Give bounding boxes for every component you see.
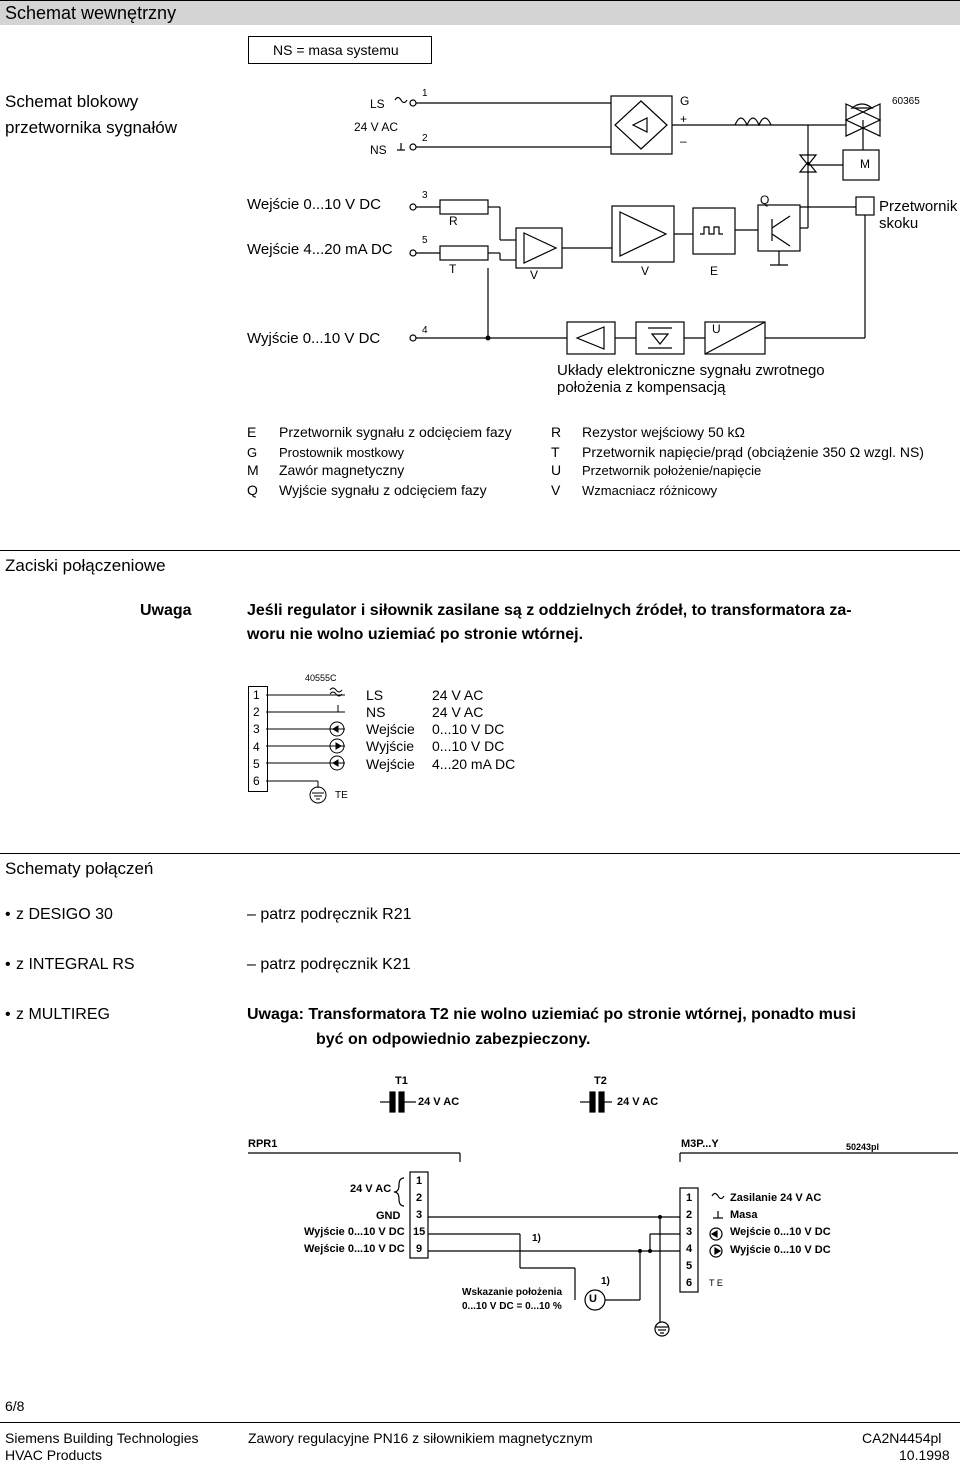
terminal-value: 0...10 V DC bbox=[432, 738, 505, 754]
right-label: Masa bbox=[730, 1209, 758, 1221]
block-title-1: Schemat blokowy bbox=[5, 92, 139, 111]
legend-key: G bbox=[247, 445, 258, 460]
u-meter-label: U bbox=[589, 1293, 597, 1305]
schem-item-label: z DESIGO 30 bbox=[16, 906, 113, 923]
multireg-note-2: być on odpowiednio zabezpieczony. bbox=[316, 1031, 591, 1048]
input1-label: Wejście 0...10 V DC bbox=[247, 196, 381, 213]
terminals-header: Zaciski połączeniowe bbox=[5, 556, 166, 575]
right-num: 2 bbox=[686, 1209, 693, 1221]
ns-box bbox=[248, 36, 432, 64]
multireg-note-1: Uwaga: Transformatora T2 nie wolno uziemiać po stronie wtórnej, ponadto musi bbox=[247, 1006, 856, 1023]
legend-key: R bbox=[551, 424, 562, 440]
right-num: 5 bbox=[686, 1260, 693, 1272]
terminal-name: Wejście bbox=[366, 721, 415, 737]
footer-date: 10.1998 bbox=[899, 1447, 950, 1463]
t1-label: T1 bbox=[395, 1075, 408, 1087]
schem-item-text: – patrz podręcznik R21 bbox=[247, 906, 412, 923]
t2-voltage: 24 V AC bbox=[617, 1096, 659, 1108]
legend-key: M bbox=[247, 462, 259, 478]
term5-num: 5 bbox=[422, 235, 428, 246]
legend-value: Rezystor wejściowy 50 kΩ bbox=[582, 424, 745, 440]
terminal-code: 40555C bbox=[305, 673, 337, 683]
terminal-num: 3 bbox=[253, 722, 260, 736]
bullet: • bbox=[5, 906, 11, 923]
minus-label: – bbox=[680, 134, 687, 148]
section-header bbox=[0, 0, 960, 25]
ns-box-label: NS = masa systemu bbox=[273, 42, 399, 58]
left-label: GND bbox=[376, 1210, 401, 1222]
uklady-2: położenia z kompensacją bbox=[557, 379, 726, 396]
terminal-value: 24 V AC bbox=[432, 704, 484, 720]
term1-num: 1 bbox=[422, 88, 428, 99]
t-label: T bbox=[449, 262, 457, 276]
right-label: Zasilanie 24 V AC bbox=[730, 1192, 822, 1204]
note-line-1: Jeśli regulator i siłownik zasilane są z oddzielnych źródeł, to transformatora za- bbox=[247, 602, 852, 619]
terminal-name: NS bbox=[366, 704, 386, 720]
right-num: 4 bbox=[686, 1243, 693, 1255]
legend-value: Wzmacniacz różnicowy bbox=[582, 483, 718, 498]
r-label: R bbox=[449, 214, 458, 228]
plus-label: + bbox=[680, 112, 688, 126]
left-label: Wejście 0...10 V DC bbox=[304, 1243, 405, 1255]
legend-value: Przetwornik napięcie/prąd (obciążenie 350 Ω wzgl. NS) bbox=[582, 444, 924, 460]
block-title-2: przetwornika sygnałów bbox=[5, 118, 177, 137]
diagram-code: 60365 bbox=[892, 96, 920, 107]
ls-label: LS bbox=[370, 97, 385, 111]
right-num: 1 bbox=[686, 1192, 693, 1204]
note-line-2: woru nie wolno uziemiać po stronie wtórnej. bbox=[247, 626, 584, 643]
rpr-label: RPR1 bbox=[248, 1138, 278, 1150]
term2-num: 2 bbox=[422, 133, 428, 144]
legend-key: V bbox=[551, 482, 561, 498]
legend-key: E bbox=[247, 424, 257, 440]
schem-item-text: – patrz podręcznik K21 bbox=[247, 956, 411, 973]
left-num: 2 bbox=[416, 1192, 423, 1204]
wskazanie-1: Wskazanie położenia bbox=[462, 1287, 563, 1298]
t2-label: T2 bbox=[594, 1075, 607, 1087]
te-mark: T E bbox=[709, 1278, 723, 1288]
term4-num: 4 bbox=[422, 325, 428, 336]
right-num: 3 bbox=[686, 1226, 693, 1238]
e-label: E bbox=[710, 264, 719, 278]
divider bbox=[0, 1422, 960, 1423]
legend-key: Q bbox=[247, 482, 258, 498]
left-num: 1 bbox=[416, 1175, 423, 1187]
divider bbox=[0, 853, 960, 854]
uklady-1: Układy elektroniczne sygnału zwrotnego bbox=[557, 362, 825, 379]
footer-title: Zawory regulacyjne PN16 z siłownikiem magnetycznym bbox=[248, 1430, 593, 1446]
left-num: 3 bbox=[416, 1209, 423, 1221]
v2-label: V bbox=[641, 264, 650, 278]
terminal-value: 4...20 mA DC bbox=[432, 756, 516, 772]
legend-value: Przetwornik sygnału z odcięciem fazy bbox=[279, 424, 512, 440]
terminal-num: 4 bbox=[253, 740, 260, 754]
terminal-value: 24 V AC bbox=[432, 687, 484, 703]
note-label: Uwaga bbox=[140, 602, 192, 619]
schem-header: Schematy połączeń bbox=[5, 859, 154, 878]
terminal-num: 1 bbox=[253, 688, 260, 702]
terminal-name: Wyjście bbox=[366, 738, 415, 754]
bullet: • bbox=[5, 956, 11, 973]
przetwornik-skoku-2: skoku bbox=[879, 215, 919, 232]
wiring-code: 50243pl bbox=[846, 1142, 880, 1152]
legend-value: Wyjście sygnału z odcięciem fazy bbox=[279, 482, 487, 498]
t1-voltage: 24 V AC bbox=[418, 1096, 460, 1108]
page-number: 6/8 bbox=[5, 1398, 25, 1414]
g-label: G bbox=[680, 94, 690, 108]
right-label: Wyjście 0...10 V DC bbox=[730, 1244, 831, 1256]
footer-doc: CA2N4454pl bbox=[862, 1430, 942, 1446]
footnote-mark: 1) bbox=[601, 1276, 610, 1287]
m3p-label: M3P...Y bbox=[681, 1138, 719, 1150]
terminal-value: 0...10 V DC bbox=[432, 721, 505, 737]
right-num: 6 bbox=[686, 1277, 693, 1289]
right-label: Wejście 0...10 V DC bbox=[730, 1226, 831, 1238]
legend-key: T bbox=[551, 444, 560, 460]
term3-num: 3 bbox=[422, 190, 428, 201]
left-num: 15 bbox=[413, 1226, 426, 1238]
legend-value: Przetwornik położenie/napięcie bbox=[582, 463, 762, 478]
left-label: Wyjście 0...10 V DC bbox=[304, 1226, 405, 1238]
schem-item-label: z INTEGRAL RS bbox=[16, 956, 135, 973]
terminal-num: 2 bbox=[253, 705, 260, 719]
legend-value: Prostownik mostkowy bbox=[279, 445, 404, 460]
przetwornik-skoku-1: Przetwornik bbox=[879, 198, 958, 215]
footer-division: HVAC Products bbox=[5, 1447, 102, 1463]
legend-key: U bbox=[551, 462, 562, 478]
input2-label: Wejście 4...20 mA DC bbox=[247, 241, 393, 258]
q-label: Q bbox=[760, 193, 770, 207]
te-label: TE bbox=[335, 790, 348, 801]
terminal-num: 6 bbox=[253, 774, 260, 788]
terminal-name: Wejście bbox=[366, 756, 415, 772]
u-label: U bbox=[712, 322, 721, 336]
m-label: M bbox=[860, 157, 870, 171]
left-label: 24 V AC bbox=[350, 1183, 392, 1195]
footer-company: Siemens Building Technologies bbox=[5, 1430, 199, 1446]
v24-label: 24 V AC bbox=[354, 120, 399, 134]
schem-item-label: z MULTIREG bbox=[16, 1006, 110, 1023]
wskazanie-2: 0...10 V DC = 0...10 % bbox=[462, 1301, 562, 1312]
output-label: Wyjście 0...10 V DC bbox=[247, 330, 381, 347]
section-title: Schemat wewnętrzny bbox=[5, 3, 177, 23]
footnote-mark: 1) bbox=[532, 1233, 541, 1244]
terminal-name: LS bbox=[366, 687, 384, 703]
left-num: 9 bbox=[416, 1243, 423, 1255]
v1-label: V bbox=[530, 268, 539, 282]
ns-label: NS bbox=[370, 143, 387, 157]
terminal-num: 5 bbox=[253, 757, 260, 771]
legend-value: Zawór magnetyczny bbox=[279, 462, 405, 478]
bullet: • bbox=[5, 1006, 11, 1023]
divider bbox=[0, 550, 960, 551]
